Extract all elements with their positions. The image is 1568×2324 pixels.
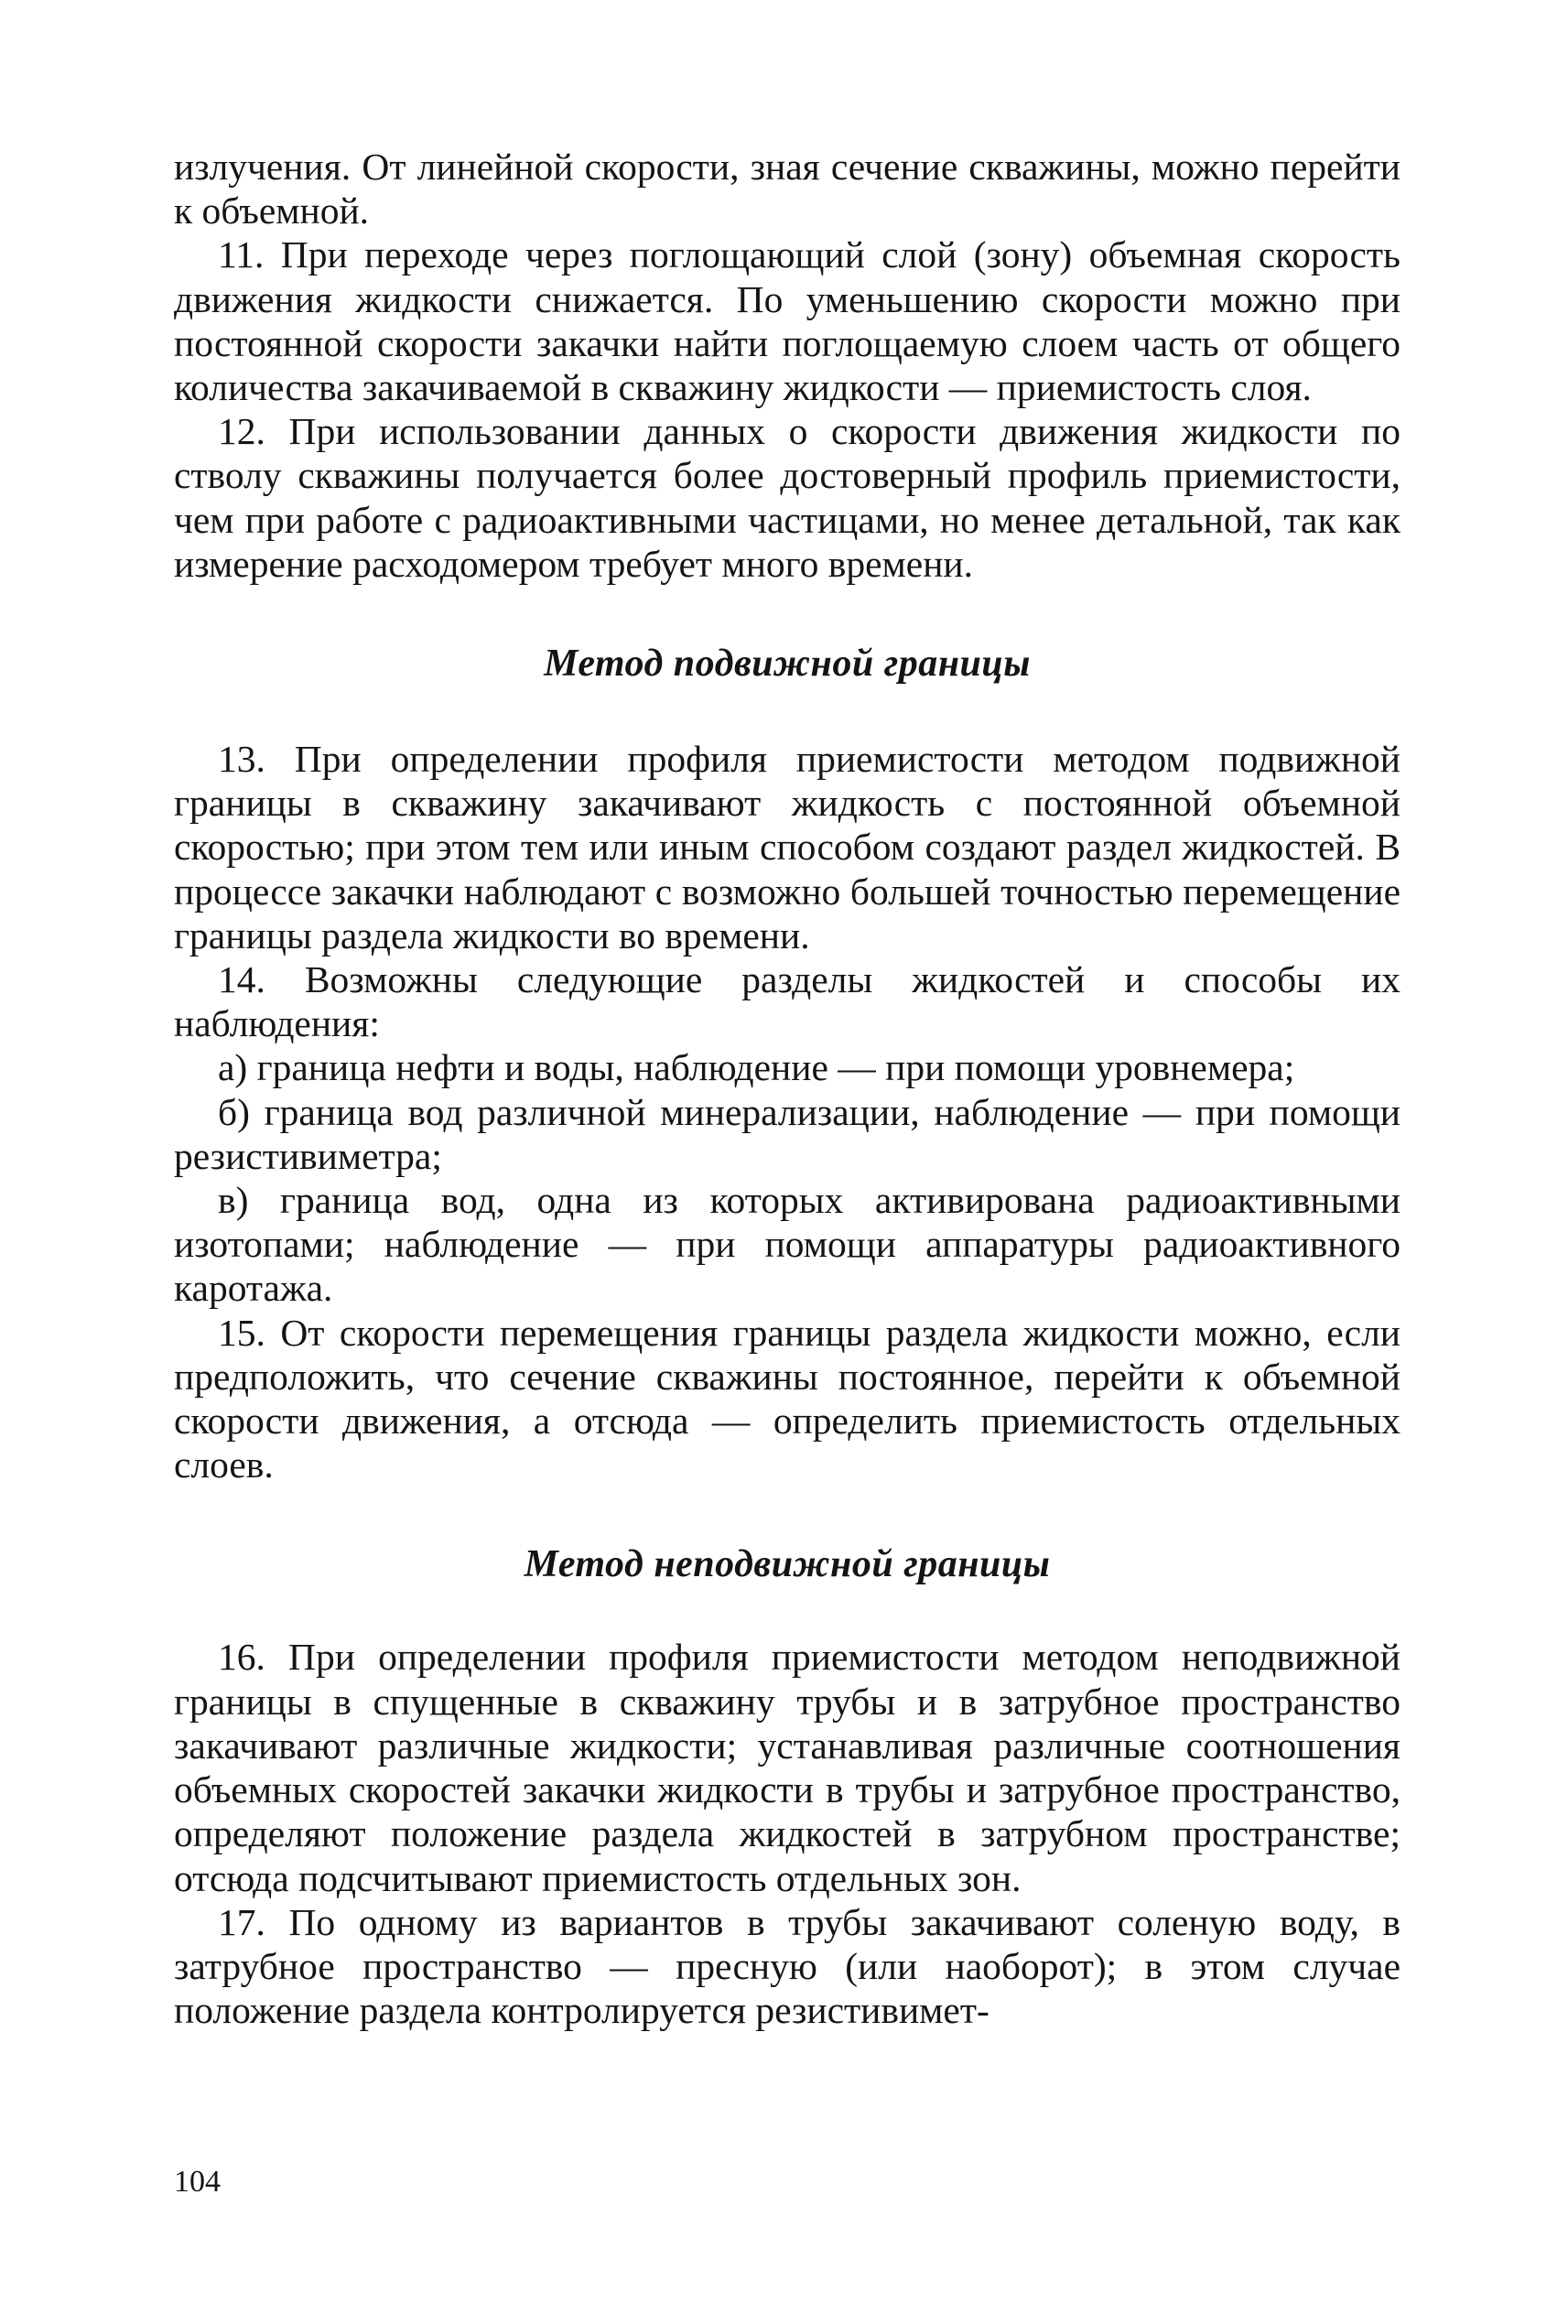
paragraph-14-b: б) граница вод различной минерализации, наблюдение — при помощи резистивиметра; bbox=[174, 1090, 1400, 1177]
paragraph-14-c: в) граница вод, одна из которых активирована радиоактивными изотопами; наблюдение — при помощи аппаратуры радиоактивного каротажа. bbox=[174, 1179, 1400, 1310]
paragraph-continuation: излучения. От линейной скорости, зная сечение скважины, можно перейти к объемной. bbox=[174, 146, 1400, 232]
paragraph-11: 11. При переходе через поглощающий слой (зону) объемная скорость движения жидкости снижается. По уменьшению скорости можно при постоянной скорости закачки найти поглощаемую слоем часть от общего количества закачиваемой в скважину жидкости — приемистость слоя. bbox=[174, 233, 1400, 409]
page-number: 104 bbox=[174, 2165, 221, 2199]
paragraph-15: 15. От скорости перемещения границы раздела жидкости можно, если предположить, что сечение скважины постоянное, перейти к объемной скорости движения, а отсюда — определить приемистость отдельных слоев. bbox=[174, 1311, 1400, 1486]
paragraph-12: 12. При использовании данных о скорости движения жидкости по стволу скважины получается более достоверный профиль приемистости, чем при работе с радиоактивными частицами, но менее детальной, так как измерение расходомером требует много времени. bbox=[174, 410, 1400, 585]
page-body bbox=[174, 145, 1400, 2032]
section-heading-fixed-boundary: Метод неподвижной границы bbox=[524, 1543, 1051, 1586]
section-heading-moving-boundary: Метод подвижной границы bbox=[544, 643, 1031, 686]
paragraph-17: 17. По одному из вариантов в трубы закачивают соленую воду, в затрубное пространство — пресную (или наоборот); в этом случае положение раздела контролируется резистивимет- bbox=[174, 1900, 1400, 2032]
paragraph-14: 14. Возможны следующие разделы жидкостей и способы их наблюдения: bbox=[174, 958, 1400, 1045]
paragraph-13: 13. При определении профиля приемистости методом подвижной границы в скважину закачивают жидкость с постоянной объемной скоростью; при этом тем или иным способом создают раздел жидкостей. В процессе закачки наблюдают с возможно большей точностью перемещение границы раздела жидкости во времени. bbox=[174, 738, 1400, 957]
paragraph-16: 16. При определении профиля приемистости методом неподвижной границы в спущенные в скважину трубы и в затрубное пространство закачивают различные жидкости; устанавливая различные соотношения объемных скоростей закачки жидкости в трубы и затрубное пространство, определяют положение раздела жидкостей в затрубном пространстве; отсюда подсчитывают приемистость отдельных зон. bbox=[174, 1636, 1400, 1899]
paragraph-14-a: а) граница нефти и воды, наблюдение — при помощи уровнемера; bbox=[218, 1046, 1295, 1089]
